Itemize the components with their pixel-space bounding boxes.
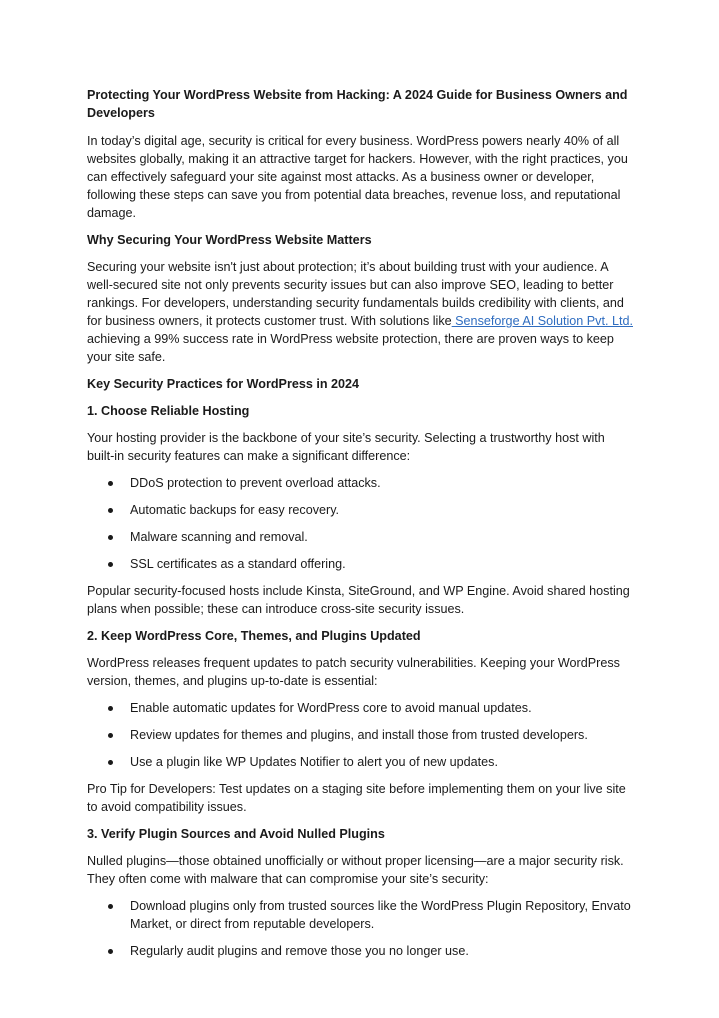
bullet-icon [108,535,113,540]
why-text-after-link: achieving a 99% success rate in WordPress website protection, there are proven ways to keep your site safe. [87,332,614,364]
intro-paragraph: In today’s digital age, security is critical for every business. WordPress powers nearly 40% of all websites globally, making it an attractive target for hackers. However, with the right practices, you can effectively safeguard your site against most attacks. As a business owner or developer, following these steps can save you from potential data breaches, revenue loss, and reputational damage. [87,134,628,220]
list-item-text: Regularly audit plugins and remove those you no longer use. [130,944,469,958]
list-item [87,942,635,960]
senseforge-link[interactable]: Senseforge AI Solution Pvt. Ltd. [451,314,633,328]
section1-heading: 1. Choose Reliable Hosting [87,404,250,418]
section3-bullet-list [87,897,635,960]
list-item [87,474,635,492]
list-item [87,726,635,744]
practices-heading: Key Security Practices for WordPress in 2024 [87,377,360,391]
list-item-text: Malware scanning and removal. [130,530,308,544]
bullet-icon [108,760,113,765]
list-item-text: Automatic backups for easy recovery. [130,503,340,517]
list-item [87,501,635,519]
bullet-icon [108,949,113,954]
bullet-icon [108,904,113,909]
why-paragraph [87,258,635,366]
bullet-icon [108,562,113,567]
bullet-icon [108,508,113,513]
why-heading: Why Securing Your WordPress Website Matters [87,233,372,247]
list-item [87,897,635,933]
document-title: Protecting Your WordPress Website from Hacking: A 2024 Guide for Business Owners and Developers [87,88,628,120]
section2-bullet-list [87,699,635,771]
list-item-text: Review updates for themes and plugins, and install those from trusted developers. [130,728,588,742]
section2-paragraph: WordPress releases frequent updates to patch security vulnerabilities. Keeping your WordPress version, themes, and plugins up-to-date is essential: [87,656,620,688]
bullet-icon [108,481,113,486]
bullet-icon [108,706,113,711]
list-item [87,699,635,717]
list-item [87,555,635,573]
section1-after-paragraph: Popular security-focused hosts include Kinsta, SiteGround, and WP Engine. Avoid shared hosting plans when possible; these can introduce cross-site security issues. [87,584,630,616]
list-item [87,753,635,771]
section1-bullet-list [87,474,635,573]
list-item-text: Use a plugin like WP Updates Notifier to alert you of new updates. [130,755,498,769]
section3-paragraph: Nulled plugins—those obtained unofficially or without proper licensing—are a major security risk. They often come with malware that can compromise your site’s security: [87,854,624,886]
section1-paragraph: Your hosting provider is the backbone of your site’s security. Selecting a trustworthy host with built-in security features can make a significant difference: [87,431,605,463]
list-item-text: DDoS protection to prevent overload attacks. [130,476,381,490]
bullet-icon [108,733,113,738]
section2-after-paragraph: Pro Tip for Developers: Test updates on a staging site before implementing them on your live site to avoid compatibility issues. [87,782,626,814]
list-item [87,528,635,546]
why-text-before-link: Securing your website isn't just about protection; it’s about building trust with your audience. A well-secured site not only prevents security issues but can also improve SEO, leading to better rankings. For developers, understanding security fundamentals builds credibility with clients, and for business owners, it protects customer trust. With solutions like [87,260,624,328]
list-item-text: SSL certificates as a standard offering. [130,557,346,571]
list-item-text: Download plugins only from trusted sources like the WordPress Plugin Repository, Envato Market, or direct from reputable developers. [130,899,631,931]
section2-heading: 2. Keep WordPress Core, Themes, and Plugins Updated [87,629,421,643]
section3-heading: 3. Verify Plugin Sources and Avoid Nulled Plugins [87,827,385,841]
list-item-text: Enable automatic updates for WordPress core to avoid manual updates. [130,701,532,715]
